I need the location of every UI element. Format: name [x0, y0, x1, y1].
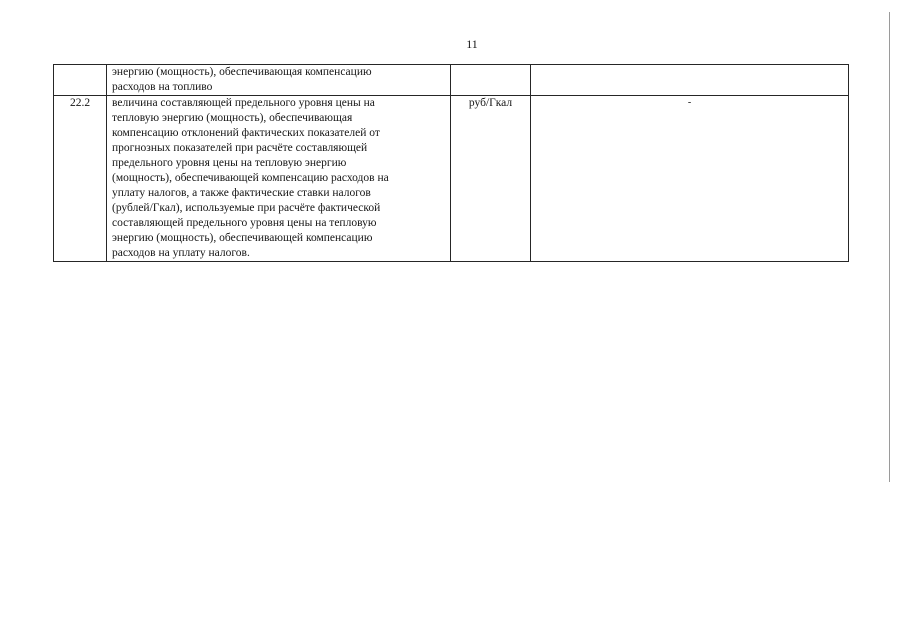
description-line: расходов на уплату налогов. [112, 247, 250, 259]
description-line: составляющей предельного уровня цены на тепловую [112, 217, 377, 229]
description-line: величина составляющей предельного уровня цены на [112, 97, 375, 109]
description-line: энергию (мощность), обеспечивающей компенсацию [112, 232, 373, 244]
description-line: энергию (мощность), обеспечивающая компенсацию [112, 66, 372, 78]
row-number-cell [54, 96, 107, 262]
row-number: 22.2 [69, 97, 91, 109]
description-line: предельного уровня цены на тепловую энергию [112, 157, 347, 169]
description-line: (мощность), обеспечивающей компенсацию расходов на [112, 172, 389, 184]
description-line: компенсацию отклонений фактических показателей от [112, 127, 380, 139]
scan-edge-line [889, 12, 890, 482]
value-cell [531, 65, 849, 96]
table-row [54, 96, 849, 262]
description-line: тепловую энергию (мощность), обеспечивающая [112, 112, 353, 124]
row-number-cell [54, 65, 107, 96]
description-line: прогнозных показателей при расчёте составляющей [112, 142, 368, 154]
value-cell [531, 96, 849, 262]
description-line: расходов на топливо [112, 81, 213, 93]
description-cell [107, 65, 451, 96]
page-number: 11 [466, 37, 478, 51]
description-line: (рублей/Гкал), используемые при расчёте фактической [112, 202, 381, 214]
unit-text: руб/Гкал [468, 97, 513, 109]
table-row [54, 65, 849, 96]
value-text: - [687, 97, 692, 108]
unit-cell [451, 96, 531, 262]
unit-cell [451, 65, 531, 96]
indicator-table [53, 64, 849, 262]
description-line: уплату налогов, а также фактические ставки налогов [112, 187, 371, 199]
description-cell [107, 96, 451, 262]
